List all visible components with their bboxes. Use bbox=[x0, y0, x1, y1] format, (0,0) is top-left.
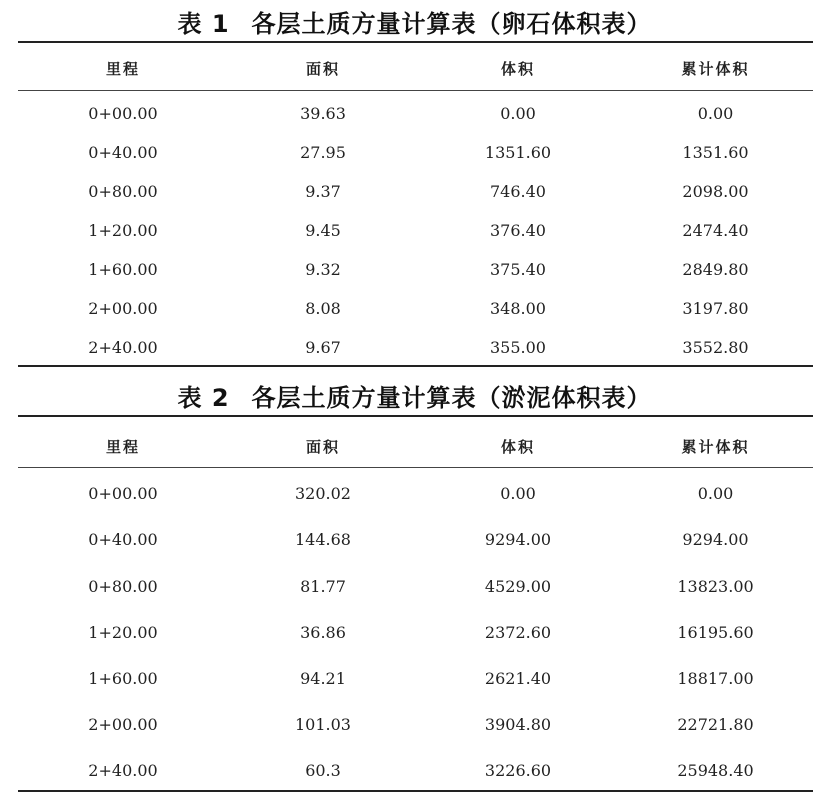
header-volume: 体积 bbox=[500, 438, 535, 456]
cell-area: 8.08 bbox=[305, 299, 341, 318]
table-row bbox=[18, 761, 813, 780]
cell-mileage: 0+40.00 bbox=[88, 143, 158, 162]
cell-cumulative: 2098.00 bbox=[682, 182, 749, 201]
cell-volume: 0.00 bbox=[500, 104, 536, 123]
cell-mileage: 1+60.00 bbox=[88, 260, 158, 279]
cell-area: 60.3 bbox=[305, 761, 341, 780]
cell-cumulative: 18817.00 bbox=[677, 669, 754, 688]
table-1-number: 表 1 bbox=[177, 10, 230, 38]
table-row bbox=[18, 338, 813, 357]
table-2-header-row bbox=[18, 436, 813, 457]
table-2-bottom-rule bbox=[18, 790, 813, 792]
cell-area: 39.63 bbox=[300, 104, 346, 123]
cell-mileage: 2+40.00 bbox=[88, 338, 158, 357]
table-2-title bbox=[0, 378, 829, 413]
table-1-caption: 各层土质方量计算表（卵石体积表） bbox=[251, 10, 652, 38]
cell-cumulative: 22721.80 bbox=[677, 715, 754, 734]
cell-area: 9.67 bbox=[305, 338, 341, 357]
cell-volume: 746.40 bbox=[490, 182, 546, 201]
cell-cumulative: 9294.00 bbox=[682, 530, 749, 549]
cell-cumulative: 3552.80 bbox=[682, 338, 749, 357]
cell-area: 36.86 bbox=[300, 623, 346, 642]
cell-cumulative: 13823.00 bbox=[677, 577, 754, 596]
header-mileage: 里程 bbox=[105, 438, 140, 456]
table-2-header-rule bbox=[18, 467, 813, 468]
cell-mileage: 1+20.00 bbox=[88, 623, 158, 642]
cell-cumulative: 3197.80 bbox=[682, 299, 749, 318]
table-row bbox=[18, 143, 813, 162]
cell-area: 81.77 bbox=[300, 577, 346, 596]
cell-volume: 1351.60 bbox=[484, 143, 552, 162]
cell-volume: 4529.00 bbox=[484, 577, 552, 596]
table-row bbox=[18, 577, 813, 596]
cell-cumulative: 2849.80 bbox=[682, 260, 749, 279]
cell-area: 9.37 bbox=[305, 182, 341, 201]
table-row bbox=[18, 299, 813, 318]
table-1-bottom-rule bbox=[18, 365, 813, 367]
cell-volume: 9294.00 bbox=[484, 530, 552, 549]
header-area: 面积 bbox=[305, 60, 340, 78]
table-row bbox=[18, 260, 813, 279]
cell-volume: 3226.60 bbox=[484, 761, 552, 780]
cell-volume: 376.40 bbox=[490, 221, 546, 240]
cell-volume: 375.40 bbox=[490, 260, 546, 279]
cell-cumulative: 25948.40 bbox=[677, 761, 754, 780]
cell-area: 27.95 bbox=[300, 143, 346, 162]
cell-mileage: 1+60.00 bbox=[88, 669, 158, 688]
cell-volume: 0.00 bbox=[500, 484, 536, 503]
cell-mileage: 0+00.00 bbox=[88, 104, 158, 123]
cell-cumulative: 0.00 bbox=[697, 484, 734, 503]
cell-mileage: 2+00.00 bbox=[88, 299, 158, 318]
cell-area: 9.32 bbox=[305, 260, 341, 279]
table-1-top-rule bbox=[18, 41, 813, 43]
cell-volume: 348.00 bbox=[490, 299, 546, 318]
cell-area: 101.03 bbox=[295, 715, 351, 734]
table-row bbox=[18, 221, 813, 240]
cell-area: 320.02 bbox=[295, 484, 351, 503]
header-cumulative-volume: 累计体积 bbox=[681, 60, 750, 78]
table-1-header-row bbox=[18, 58, 813, 79]
cell-mileage: 0+80.00 bbox=[88, 577, 158, 596]
cell-area: 144.68 bbox=[295, 530, 351, 549]
table-row bbox=[18, 182, 813, 201]
cell-cumulative: 1351.60 bbox=[682, 143, 749, 162]
table-row bbox=[18, 104, 813, 123]
cell-mileage: 1+20.00 bbox=[88, 221, 158, 240]
cell-mileage: 0+00.00 bbox=[88, 484, 158, 503]
cell-area: 94.21 bbox=[300, 669, 346, 688]
cell-mileage: 0+40.00 bbox=[88, 530, 158, 549]
table-2-top-rule bbox=[18, 415, 813, 417]
table-row bbox=[18, 623, 813, 642]
header-mileage: 里程 bbox=[105, 60, 140, 78]
table-row bbox=[18, 715, 813, 734]
table-row bbox=[18, 530, 813, 549]
cell-mileage: 2+00.00 bbox=[88, 715, 158, 734]
cell-mileage: 2+40.00 bbox=[88, 761, 158, 780]
header-area: 面积 bbox=[305, 438, 340, 456]
cell-volume: 2372.60 bbox=[484, 623, 552, 642]
table-2-caption: 各层土质方量计算表（淤泥体积表） bbox=[251, 384, 652, 412]
cell-volume: 2621.40 bbox=[484, 669, 552, 688]
header-volume: 体积 bbox=[500, 60, 535, 78]
cell-area: 9.45 bbox=[305, 221, 341, 240]
cell-cumulative: 0.00 bbox=[697, 104, 734, 123]
cell-volume: 355.00 bbox=[490, 338, 546, 357]
header-cumulative-volume: 累计体积 bbox=[681, 438, 750, 456]
table-row bbox=[18, 484, 813, 503]
cell-mileage: 0+80.00 bbox=[88, 182, 158, 201]
table-row bbox=[18, 669, 813, 688]
cell-cumulative: 2474.40 bbox=[682, 221, 749, 240]
table-1-title bbox=[0, 4, 829, 39]
table-2-number: 表 2 bbox=[177, 384, 230, 412]
table-1-header-rule bbox=[18, 90, 813, 91]
cell-cumulative: 16195.60 bbox=[677, 623, 754, 642]
cell-volume: 3904.80 bbox=[484, 715, 552, 734]
